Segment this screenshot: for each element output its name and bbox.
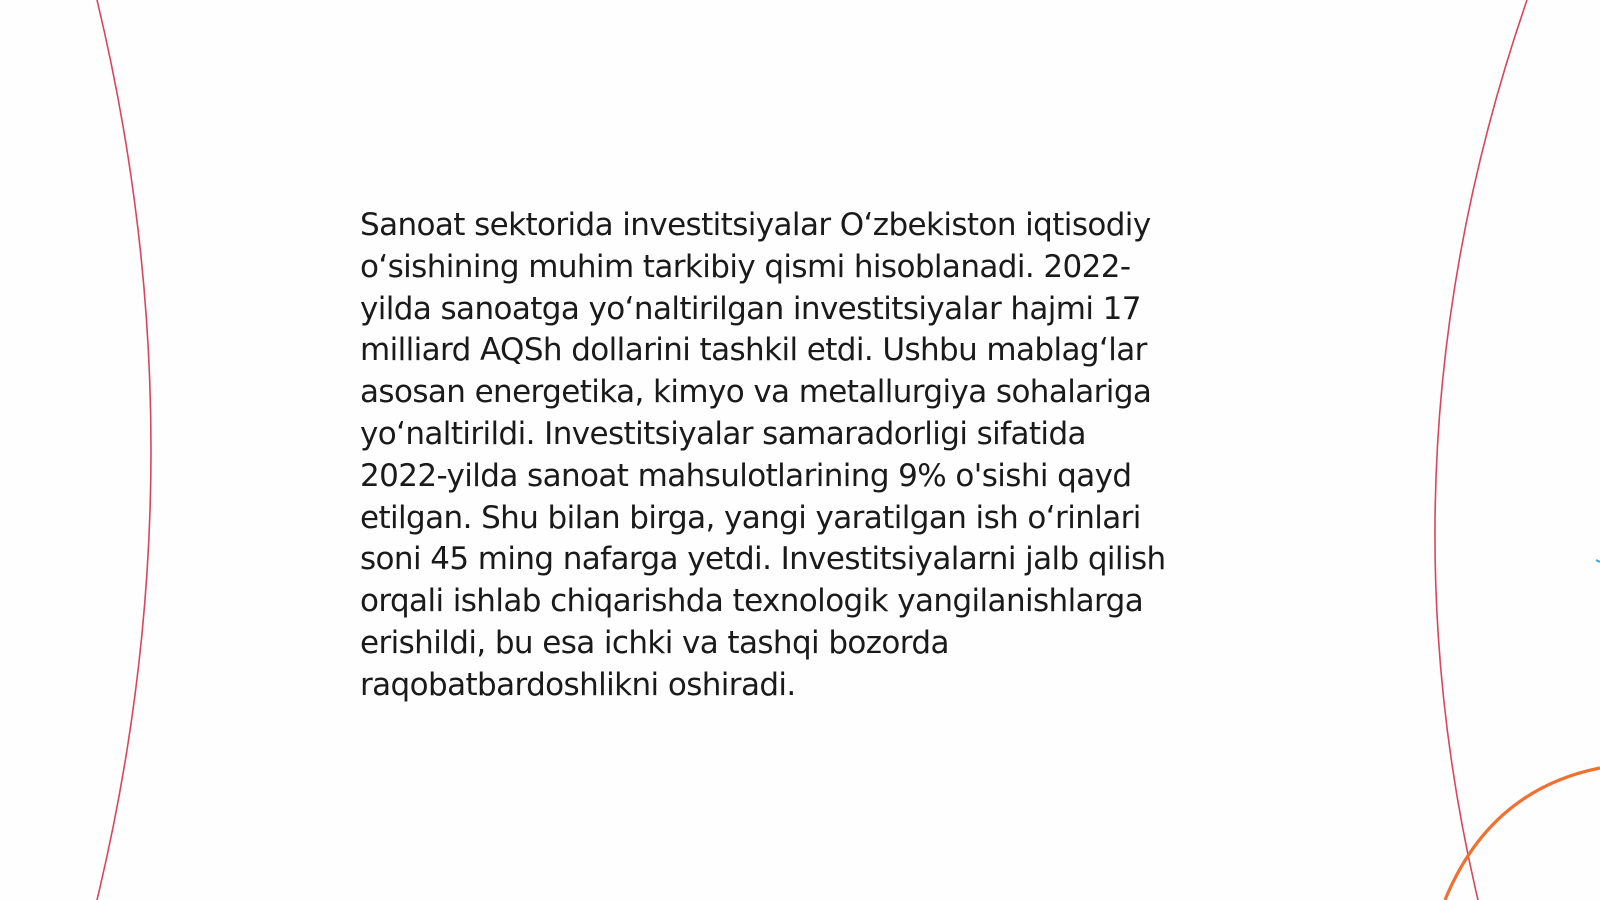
left-curve-line	[97, 0, 151, 900]
right-curve-line	[1435, 0, 1527, 900]
orange-accent-arc	[1445, 768, 1600, 900]
blue-accent-tick	[1596, 560, 1600, 562]
body-paragraph: Sanoat sektorida investitsiyalar O‘zbekiston iqtisodiy o‘sishining muhim tarkibiy qismi hisoblanadi. 2022- yilda sanoatga yo‘naltirilgan investitsiyalar hajmi 17 milliard AQSh dollarini tashkil etdi. Ushbu mablag‘lar asosan energetika, kimyo va metallurgiya sohalariga yo‘naltirildi. Investitsiyalar samaradorligi sifatida 2022-yilda sanoat mahsulotlarining 9% o'sishi qayd etilgan. Shu bilan birga, yangi yaratilgan ish o‘rinlari soni 45 ming nafarga yetdi. Investitsiyalarni jalb qilish orqali ishlab chiqarishda texnologik yangilanishlarga erishildi, bu esa ichki va tashqi bozorda raqobatbardoshlikni oshiradi.	[360, 207, 1166, 703]
